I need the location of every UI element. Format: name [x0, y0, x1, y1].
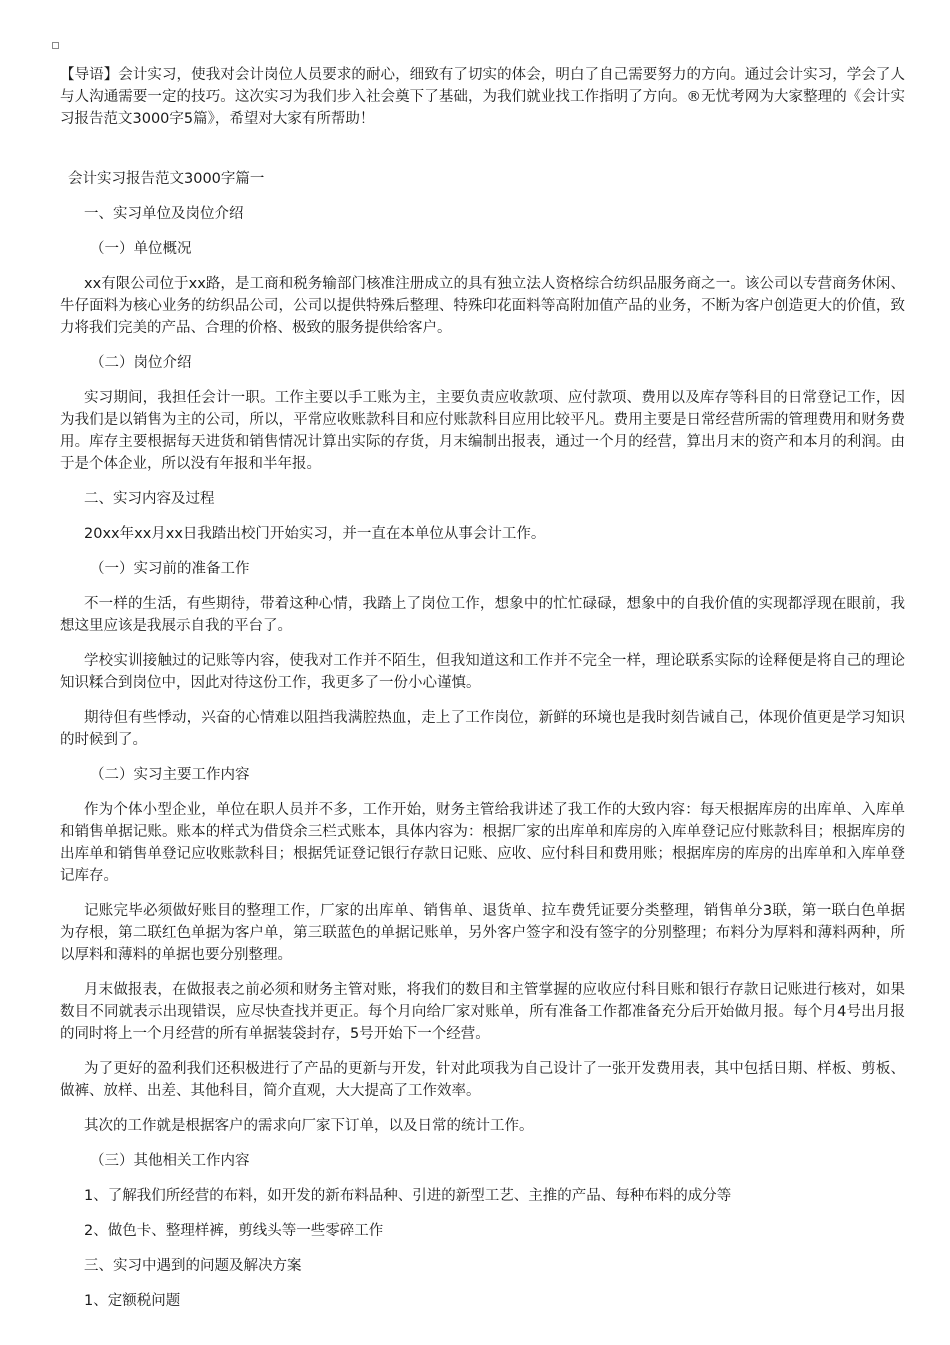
- subsection-heading: （一）单位概况: [90, 241, 192, 257]
- list-item: 2、做色卡、整理样裤，剪线头等一些零碎工作: [84, 1223, 384, 1239]
- body-paragraph: 月末做报表，在做报表之前必须和财务主管对账，将我们的数目和主管掌握的应收应付科目账和银行存款日记账进行核对，如果数目不同就表示出现错误，应尽快查找并更正。每个月向给厂家对账单，所有准备工作都准备充分后开始做月报。每个月4号出月报的同时将上一个月经营的所有单据装袋封存，5号开始下一个经营。: [60, 982, 905, 1042]
- intro-paragraph: 【导语】会计实习，使我对会计岗位人员要求的耐心，细致有了切实的体会，明白了自己需要努力的方向。通过会计实习，学会了人与人沟通需要一定的技巧。这次实习为我们步入社会奠下了基础，为我们就业找工作指明了方向。®无忧考网为大家整理的《会计实习报告范文3000字5篇》，希望对大家有所帮助！: [60, 67, 905, 127]
- section-heading: 三、实习中遇到的问题及解决方案: [84, 1258, 302, 1274]
- subsection-heading: （一）实习前的准备工作: [90, 561, 250, 577]
- subsection-heading: （二）实习主要工作内容: [90, 767, 250, 783]
- list-item: 1、了解我们所经营的布料，如开发的新布料品种、引进的新型工艺、主推的产品、每种布料的成分等: [84, 1188, 732, 1204]
- report-content: [60, 168, 905, 1325]
- body-paragraph: 作为个体小型企业，单位在职人员并不多，工作开始，财务主管给我讲述了我工作的大致内容：每天根据库房的出库单、入库单和销售单据记账。账本的样式为借贷余三栏式账本，具体内容为：根据厂家的出库单和库房的入库单登记应付账款科目；根据库房的出库单和销售单登记应收账款科目；根据凭证登记银行存款日记账、应收、应付科目和费用账；根据库房的库房的出库单和入库单登记库存。: [60, 802, 905, 884]
- body-paragraph: 学校实训接触过的记账等内容，使我对工作并不陌生，但我知道这和工作并不完全一样，理论联系实际的诠释便是将自己的理论知识糅合到岗位中，因此对待这份工作，我更多了一份小心谨慎。: [60, 653, 905, 691]
- section-heading: 一、实习单位及岗位介绍: [84, 206, 244, 222]
- body-paragraph: 为了更好的盈利我们还积极进行了产品的更新与开发，针对此项我为自己设计了一张开发费用表，其中包括日期、样板、剪板、做裤、放样、出差、其他科目，简介直观，大大提高了工作效率。: [60, 1061, 905, 1099]
- body-paragraph: 期待但有些悸动，兴奋的心情难以阻挡我满腔热血，走上了工作岗位，新鲜的环境也是我时刻告诫自己，体现价值更是学习知识的时候到了。: [60, 710, 905, 748]
- subsection-heading: （三）其他相关工作内容: [90, 1153, 250, 1169]
- page-marker-icon: [52, 42, 59, 49]
- list-item: 1、定额税问题: [84, 1293, 181, 1309]
- body-paragraph: xx有限公司位于xx路，是工商和税务输部门核准注册成立的具有独立法人资格综合纺织品服务商之一。该公司以专营商务休闲、牛仔面料为核心业务的纺织品公司，公司以提供特殊后整理、特殊印花面料等高附加值产品的业务，不断为客户创造更大的价值，致力将我们完美的产品、合理的价格、极致的服务提供给客户。: [60, 276, 905, 336]
- article-title: 会计实习报告范文3000字篇一: [68, 171, 265, 187]
- body-paragraph: 不一样的生活，有些期待，带着这种心情，我踏上了岗位工作，想象中的忙忙碌碌，想象中的自我价值的实现都浮现在眼前，我想这里应该是我展示自我的平台了。: [60, 596, 905, 634]
- body-paragraph: 记账完毕必须做好账目的整理工作，厂家的出库单、销售单、退货单、拉车费凭证要分类整理，销售单分3联，第一联白色单据为存根，第二联红色单据为客户单，第三联蓝色的单据记账单，另外客户签字和没有签字的分别整理；布料分为厚料和薄料两种，所以厚料和薄料的单据也要分别整理。: [60, 903, 905, 963]
- body-paragraph: 其次的工作就是根据客户的需求向厂家下订单，以及日常的统计工作。: [84, 1118, 534, 1134]
- section-heading: 二、实习内容及过程: [84, 491, 215, 507]
- subsection-heading: （二）岗位介绍: [90, 355, 192, 371]
- body-paragraph: 20xx年xx月xx日我踏出校门开始实习，并一直在本单位从事会计工作。: [84, 526, 546, 542]
- body-paragraph: 实习期间，我担任会计一职。工作主要以手工账为主，主要负责应收款项、应付款项、费用以及库存等科目的日常登记工作，因为我们是以销售为主的公司，所以，平常应收账款科目和应付账款科目应用比较平凡。费用主要是日常经营所需的管理费用和财务费用。库存主要根据每天进货和销售情况计算出实际的存货，月末编制出报表，通过一个月的经营，算出月末的资产和本月的利润。由于是个体企业，所以没有年报和半年报。: [60, 390, 905, 472]
